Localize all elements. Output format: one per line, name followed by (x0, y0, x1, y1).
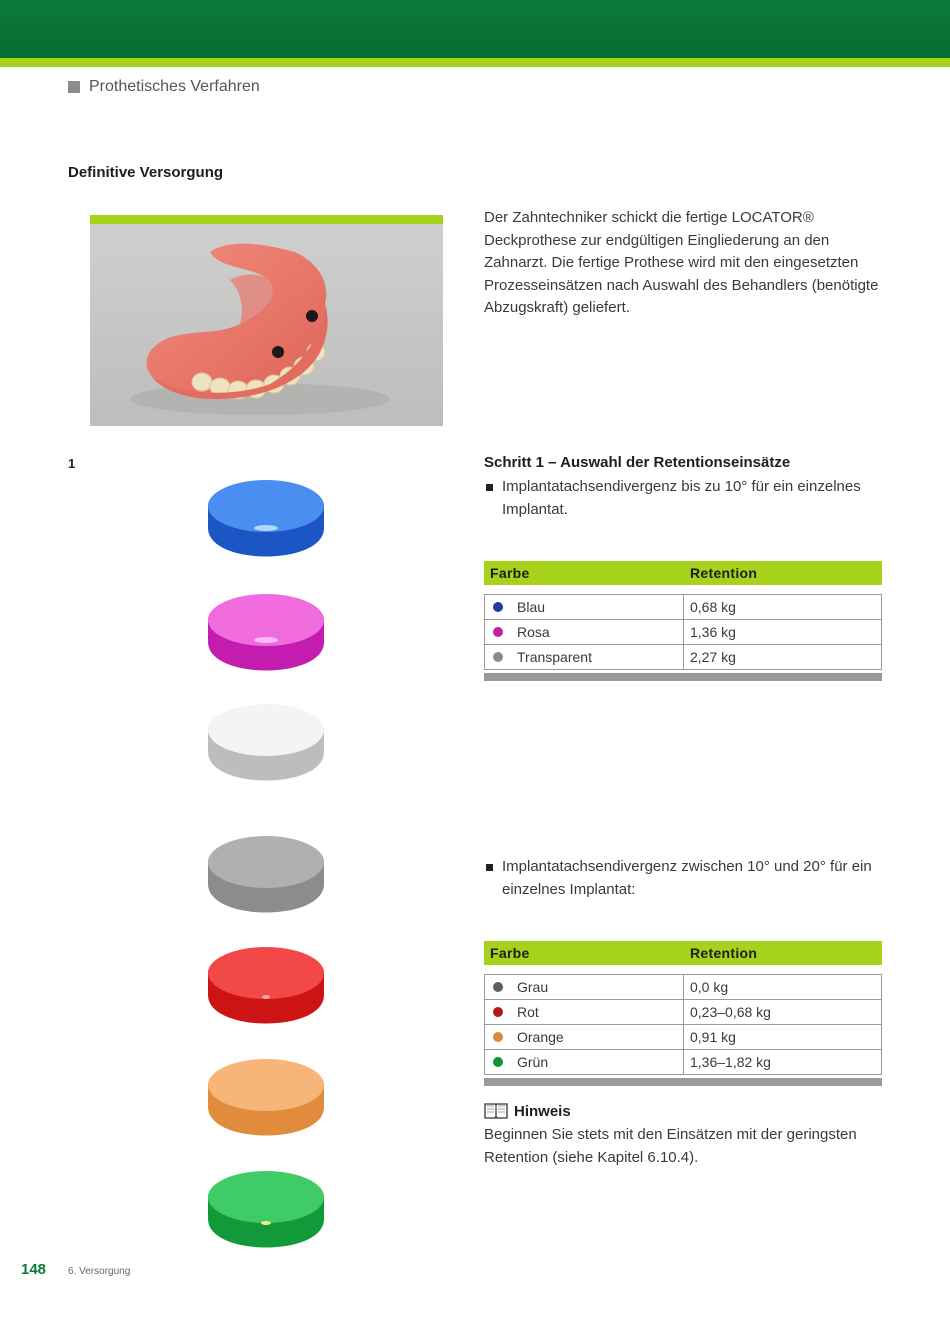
color-cell (485, 595, 684, 619)
retention-value: 0,0 kg (690, 979, 729, 995)
color-cell (485, 975, 684, 999)
table-row (484, 645, 882, 670)
color-name: Rot (517, 1004, 539, 1020)
hint-text: Beginnen Sie stets mit den Einsätzen mit der geringsten Retention (siehe Kapitel 6.10.4). (484, 1126, 857, 1166)
table-row (484, 1050, 882, 1075)
col-header-retention: Retention (690, 945, 758, 961)
denture-illustration (90, 224, 443, 426)
retention-value: 2,27 kg (690, 649, 736, 665)
page-heading: Definitive Versorgung (68, 164, 224, 181)
photo-accent-bar (90, 215, 443, 224)
pink-insert-image (196, 580, 336, 680)
color-name: Orange (517, 1029, 564, 1045)
grey-insert-image (196, 822, 336, 922)
color-dot-icon (493, 982, 503, 992)
step-title: Schritt 1 – Auswahl der Retentionseinsätze (484, 454, 791, 471)
col-header-retention: Retention (690, 565, 758, 581)
header-bar (0, 0, 950, 58)
chapter-label: 6. Versorgung (68, 1266, 131, 1277)
color-cell (485, 1050, 684, 1074)
bullet-divergence-20 (484, 856, 880, 901)
figure-number: 1 (68, 456, 76, 471)
retention-table-1 (484, 561, 882, 681)
color-name: Transparent (517, 649, 592, 665)
square-bullet-icon (68, 81, 80, 93)
color-dot-icon (493, 627, 503, 637)
table-row (484, 975, 882, 1000)
color-name: Grau (517, 979, 549, 995)
orange-insert-image (196, 1045, 336, 1145)
table-row (484, 1000, 882, 1025)
page-number: 148 (21, 1261, 47, 1278)
denture-photo (90, 215, 443, 426)
retention-table-2 (484, 941, 882, 1086)
retention-value: 1,36–1,82 kg (690, 1054, 771, 1070)
retention-value: 0,23–0,68 kg (690, 1004, 771, 1020)
section-header (68, 78, 260, 96)
bullet-text: Implantatachsendivergenz bis zu 10° für ein einzelnes Implantat. (502, 478, 861, 518)
color-dot-icon (493, 1032, 503, 1042)
color-name: Blau (517, 599, 546, 615)
retention-value: 0,91 kg (690, 1029, 736, 1045)
green-insert-image (196, 1157, 336, 1257)
color-dot-icon (493, 602, 503, 612)
transparent-insert-image (196, 690, 336, 790)
hint-title: Hinweis (514, 1102, 571, 1120)
intro-text: Der Zahntechniker schickt die fertige LOCATOR® Deckprothese zur endgültigen Eingliederung an den Zahnarzt. Die fertige Prothese wird mit den eingesetzten Prozesseinsätzen nach Auswahl des Behandlers (benötigte Abzugskraft) geliefert. (484, 209, 879, 316)
book-icon (484, 1102, 508, 1120)
blue-insert-image (196, 466, 336, 566)
col-header-color: Farbe (490, 565, 530, 581)
table-footer-bar (484, 673, 882, 681)
color-dot-icon (493, 1007, 503, 1017)
section-title: Prothetisches Verfahren (89, 78, 260, 95)
table-row (484, 1025, 882, 1050)
color-cell (485, 1025, 684, 1049)
hint-header (484, 1102, 571, 1120)
table-row (484, 620, 882, 645)
table-footer-bar (484, 1078, 882, 1086)
color-cell (485, 620, 684, 644)
col-header-color: Farbe (490, 945, 530, 961)
color-cell (485, 1000, 684, 1024)
bullet-square-icon (486, 484, 493, 491)
table-body (484, 974, 882, 1075)
table-header (484, 561, 882, 585)
color-dot-icon (493, 1057, 503, 1067)
color-name: Rosa (517, 624, 550, 640)
bullet-text: Implantatachsendivergenz zwischen 10° und 20° für ein einzelnes Implantat: (502, 858, 872, 898)
color-cell (485, 645, 684, 669)
table-header (484, 941, 882, 965)
bullet-square-icon (486, 864, 493, 871)
bullet-divergence-10 (484, 476, 880, 521)
retention-value: 1,36 kg (690, 624, 736, 640)
table-body (484, 594, 882, 670)
header-accent-line (0, 58, 950, 67)
color-name: Grün (517, 1054, 549, 1070)
red-insert-image (196, 933, 336, 1033)
table-row (484, 595, 882, 620)
color-dot-icon (493, 652, 503, 662)
retention-value: 0,68 kg (690, 599, 736, 615)
